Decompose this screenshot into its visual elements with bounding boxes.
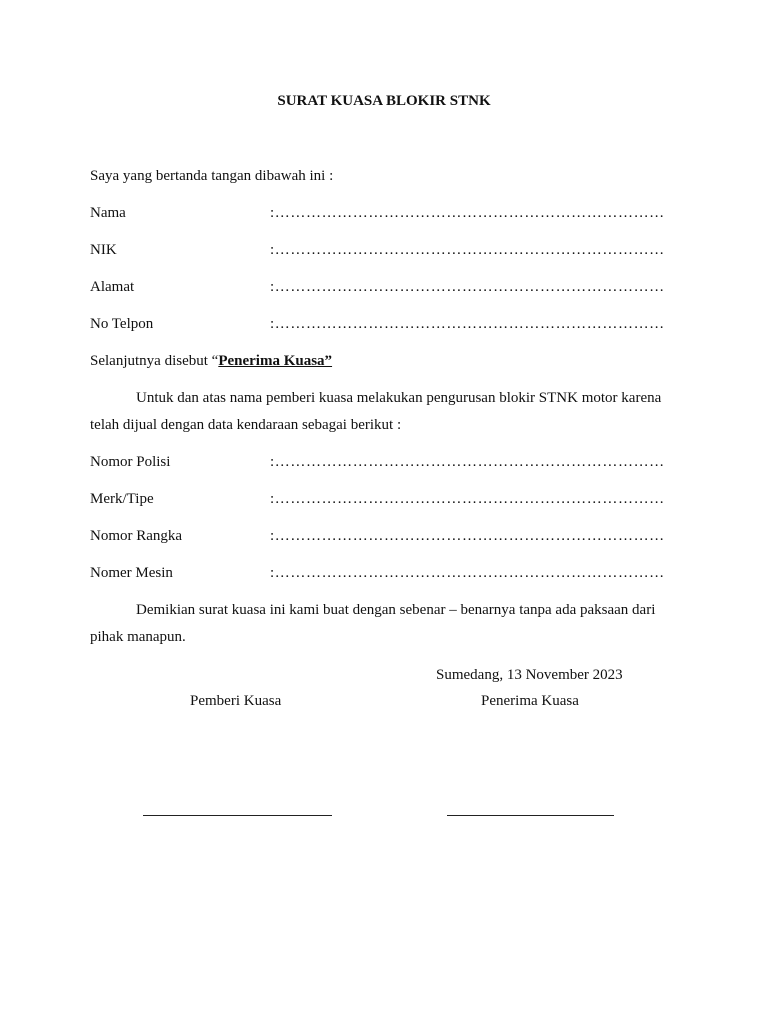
field-label-nomor-rangka: Nomor Rangka [90,528,183,544]
place-date: Sumedang, 13 November 2023 [436,667,623,683]
field-blank-nomer-mesin: :………………………………………………………………… [270,565,665,581]
field-label-nama: Nama [90,205,126,221]
field-blank-merk-tipe: :………………………………………………………………… [270,491,665,507]
field-label-merk-tipe: Merk/Tipe [90,491,154,507]
document-title: SURAT KUASA BLOKIR STNK [277,93,491,109]
signature-line-giver [143,815,332,816]
closing-paragraph: Demikian surat kuasa ini kami buat dengan sebenar – benarnya tanpa ada paksaan dari pihak manapun. [90,602,656,645]
field-label-nomer-mesin: Nomer Mesin [90,565,173,581]
field-label-alamat: Alamat [90,279,135,295]
field-blank-nomor-polisi: :………………………………………………………………… [270,454,665,470]
signature-label-giver: Pemberi Kuasa [190,693,282,709]
purpose-paragraph: Untuk dan atas nama pemberi kuasa melakukan pengurusan blokir STNK motor karena telah dijual dengan data kendaraan sebagai berikut : [90,390,662,433]
field-blank-alamat: :………………………………………………………………… [270,279,665,295]
field-blank-nomor-rangka: :………………………………………………………………… [270,528,665,544]
field-label-nik: NIK [90,242,117,258]
field-blank-nama: :………………………………………………………………… [270,205,665,221]
field-blank-nik: :………………………………………………………………… [270,242,665,258]
designation-emphasis: Penerima Kuasa” [218,353,333,369]
signature-line-receiver [447,815,614,816]
designation-prefix: Selanjutnya disebut “ [90,353,219,369]
field-blank-no-telpon: :………………………………………………………………… [270,316,665,332]
designation-line [90,353,332,370]
field-label-no-telpon: No Telpon [90,316,154,332]
intro-text: Saya yang bertanda tangan dibawah ini : [90,168,334,184]
signature-label-receiver: Penerima Kuasa [481,693,579,709]
field-label-nomor-polisi: Nomor Polisi [90,454,171,470]
